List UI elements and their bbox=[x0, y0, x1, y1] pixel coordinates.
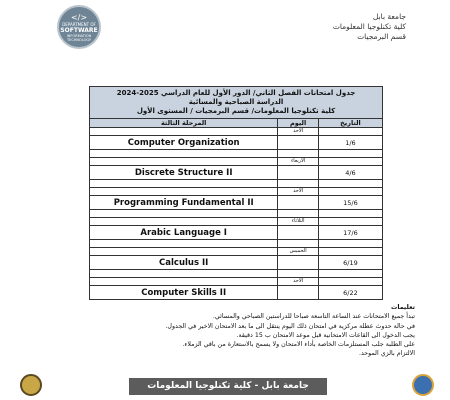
department-name: قسم البرمجيات bbox=[357, 32, 406, 41]
university-name: جامعة بابل bbox=[372, 12, 406, 21]
exam-date: 1/6 bbox=[318, 136, 382, 150]
course-name: Calculus II bbox=[90, 256, 278, 270]
college-emblem-icon bbox=[412, 374, 434, 396]
exam-schedule-table bbox=[89, 86, 383, 300]
row-day: الاحد bbox=[278, 128, 319, 136]
logo-line3: INFORMATION TECHNOLOGY bbox=[66, 34, 92, 42]
course-name: Computer Organization bbox=[90, 136, 278, 150]
university-seal-icon bbox=[20, 374, 42, 396]
row-day: الاحد bbox=[278, 278, 319, 286]
column-header-date: التاريخ bbox=[318, 119, 382, 128]
college-name: كلية تكنلوجيا المعلومات bbox=[332, 22, 406, 31]
logo-line2: SOFTWARE bbox=[60, 27, 98, 34]
footer-banner: جامعة بابل - كلية تكنلوجيا المعلومات bbox=[129, 378, 327, 395]
exam-date: 6/22 bbox=[318, 286, 382, 300]
instructions-title: تعليمات bbox=[391, 304, 415, 311]
course-name: Discrete Structure II bbox=[90, 166, 278, 180]
row-day: الاحد bbox=[278, 188, 319, 196]
exam-date: 15/6 bbox=[318, 196, 382, 210]
table-title-line1: جدول امتحانات الفصل الثاني/ الدور الأول للعام الدراسي 2025-2024 bbox=[116, 89, 356, 97]
exam-date: 17/6 bbox=[318, 226, 382, 240]
table-title-line3: كلية تكنلوجيا المعلومات/ قسم البرمجيات / المستوى الأول bbox=[136, 107, 336, 115]
course-name: Arabic Language I bbox=[90, 226, 278, 240]
exam-date: 4/6 bbox=[318, 166, 382, 180]
course-name: Computer Skills II bbox=[90, 286, 278, 300]
table-title bbox=[90, 87, 383, 119]
instruction-item: تبدأ جميع الامتحانات عند الساعة التاسعة صباحا للدراستين الصباحي والمسائي. bbox=[212, 313, 415, 321]
instruction-item: الالتزام بالزي الموحد. bbox=[358, 350, 415, 358]
row-day: الاربعاء bbox=[278, 158, 319, 166]
instruction-item: يجب الدخول الى القاعات الامتحانية قبل موعد الامتحان ب 15 دقيقة. bbox=[236, 331, 415, 339]
row-day: الخميس bbox=[278, 248, 319, 256]
table-title-line2: الدراسة الصباحية والمسائية bbox=[188, 98, 284, 106]
course-name: Programming Fundamental II bbox=[90, 196, 278, 210]
department-logo bbox=[57, 5, 101, 49]
instruction-item: على الطلبة جلب المستلزمات الخاصة بأداء الامتحان ولا يسمح بالاستعارة من باقي الزملاء. bbox=[182, 341, 415, 349]
instruction-item: في حالة حدوث عطلة مركزية في امتحان ذلك اليوم ينتقل الى ما بعد الامتحان الاخير في الجدول. bbox=[165, 322, 415, 330]
code-icon: </> bbox=[70, 13, 88, 22]
instructions bbox=[165, 303, 415, 359]
row-day: الثلاثاء bbox=[278, 218, 319, 226]
exam-date: 6/19 bbox=[318, 256, 382, 270]
logo-line1: DEPARTMENT OF bbox=[62, 22, 96, 27]
institution-header bbox=[333, 12, 406, 42]
column-header-stage: المرحلة الثالثة bbox=[90, 119, 278, 128]
column-header-day: اليوم bbox=[278, 119, 319, 128]
